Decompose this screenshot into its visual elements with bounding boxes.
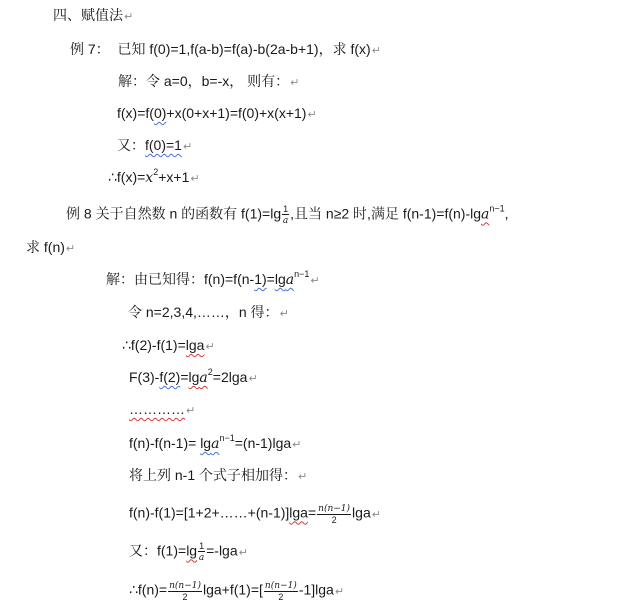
example-8-problem-continued: 求 f(n)↵ bbox=[26, 239, 76, 255]
section-title: 四、赋值法↵ bbox=[53, 7, 134, 23]
example-8-solution-step-2: 令 n=2,3,4,……，n 得：↵ bbox=[128, 304, 289, 320]
example-7-conclusion: $\therefore f(x)=x^2+x+1↵$ bbox=[108, 167, 200, 186]
fraction-n-n-minus-1-over-2-a: $\frac{n(n-1)}{2}$ bbox=[169, 581, 201, 602]
example-7-solution-step-2: f(x)=f(0)+x(0+x+1)=f(0)+x(x+1)↵ bbox=[117, 105, 317, 121]
example-7-text: 已知 f(0)=1,f(a-b)=f(a)-b(2a-b+1)，求 f(x) bbox=[117, 41, 371, 57]
example-8-solution-step-3: ∴f(2)-f(1)=lga↵ bbox=[122, 337, 215, 353]
example-8-problem: 例 8 关于自然数 n 的函数有 f(1)=lg $\frac{1}{a}$ ,且当 n≥2 时,满足 f(n-1)=f(n)-lga$^{n-1}$, bbox=[66, 203, 509, 226]
example-8-solution-step-5: f(n)-f(n-1)= lga$^{n-1}$=(n-1)lga↵ bbox=[129, 433, 302, 452]
example-8-solution-step-7: f(n)-f(1)=[1+2+……+(n-1)]lga= $\frac{n(n-1)}{2}$ lga↵ bbox=[129, 504, 381, 525]
fraction-n-n-minus-1-over-2: $\frac{n(n-1)}{2}$ bbox=[318, 504, 351, 525]
example-7-solution-step-3: 又：f(0)=1↵ bbox=[117, 137, 193, 153]
example-8-solution-step-6: 将上列 n-1 个式子相加得：↵ bbox=[129, 467, 308, 483]
example-7-problem: 例 7： 已知 f(0)=1,f(a-b)=f(a)-b(2a-b+1)，求 f(x)↵ bbox=[70, 41, 381, 57]
example-8-final-answer: ∴f(n)= $\frac{n(n-1)}{2}$ lga+f(1)=[ $\frac{n(n-1)}{2}$ -1]lga↵ bbox=[129, 581, 345, 602]
fraction-n-n-minus-1-over-2-b: $\frac{n(n-1)}{2}$ bbox=[264, 581, 297, 602]
example-7-label: 例 7： bbox=[70, 41, 110, 57]
example-8-label: 例 8 bbox=[66, 205, 92, 222]
fraction-1-over-a-2: $\frac{1}{a}$ bbox=[198, 541, 205, 563]
fraction-1-over-a: $\frac{1}{a}$ bbox=[282, 204, 289, 226]
example-8-ellipsis-line: …………↵ bbox=[129, 401, 196, 417]
example-8-solution-step-1: 解：由已知得：f(n)=f(n-1)=lga$^{n-1}$↵ bbox=[106, 269, 320, 288]
example-8-solution-step-8: 又：f(1)=lg $\frac{1}{a}$ =-lga↵ bbox=[129, 541, 248, 563]
example-7-solution-step-1: 解：令 a=0，b=-x， 则有：↵ bbox=[118, 73, 300, 89]
example-8-solution-step-4: F(3)-f(2)=lga$^2$=2lga↵ bbox=[129, 367, 258, 386]
